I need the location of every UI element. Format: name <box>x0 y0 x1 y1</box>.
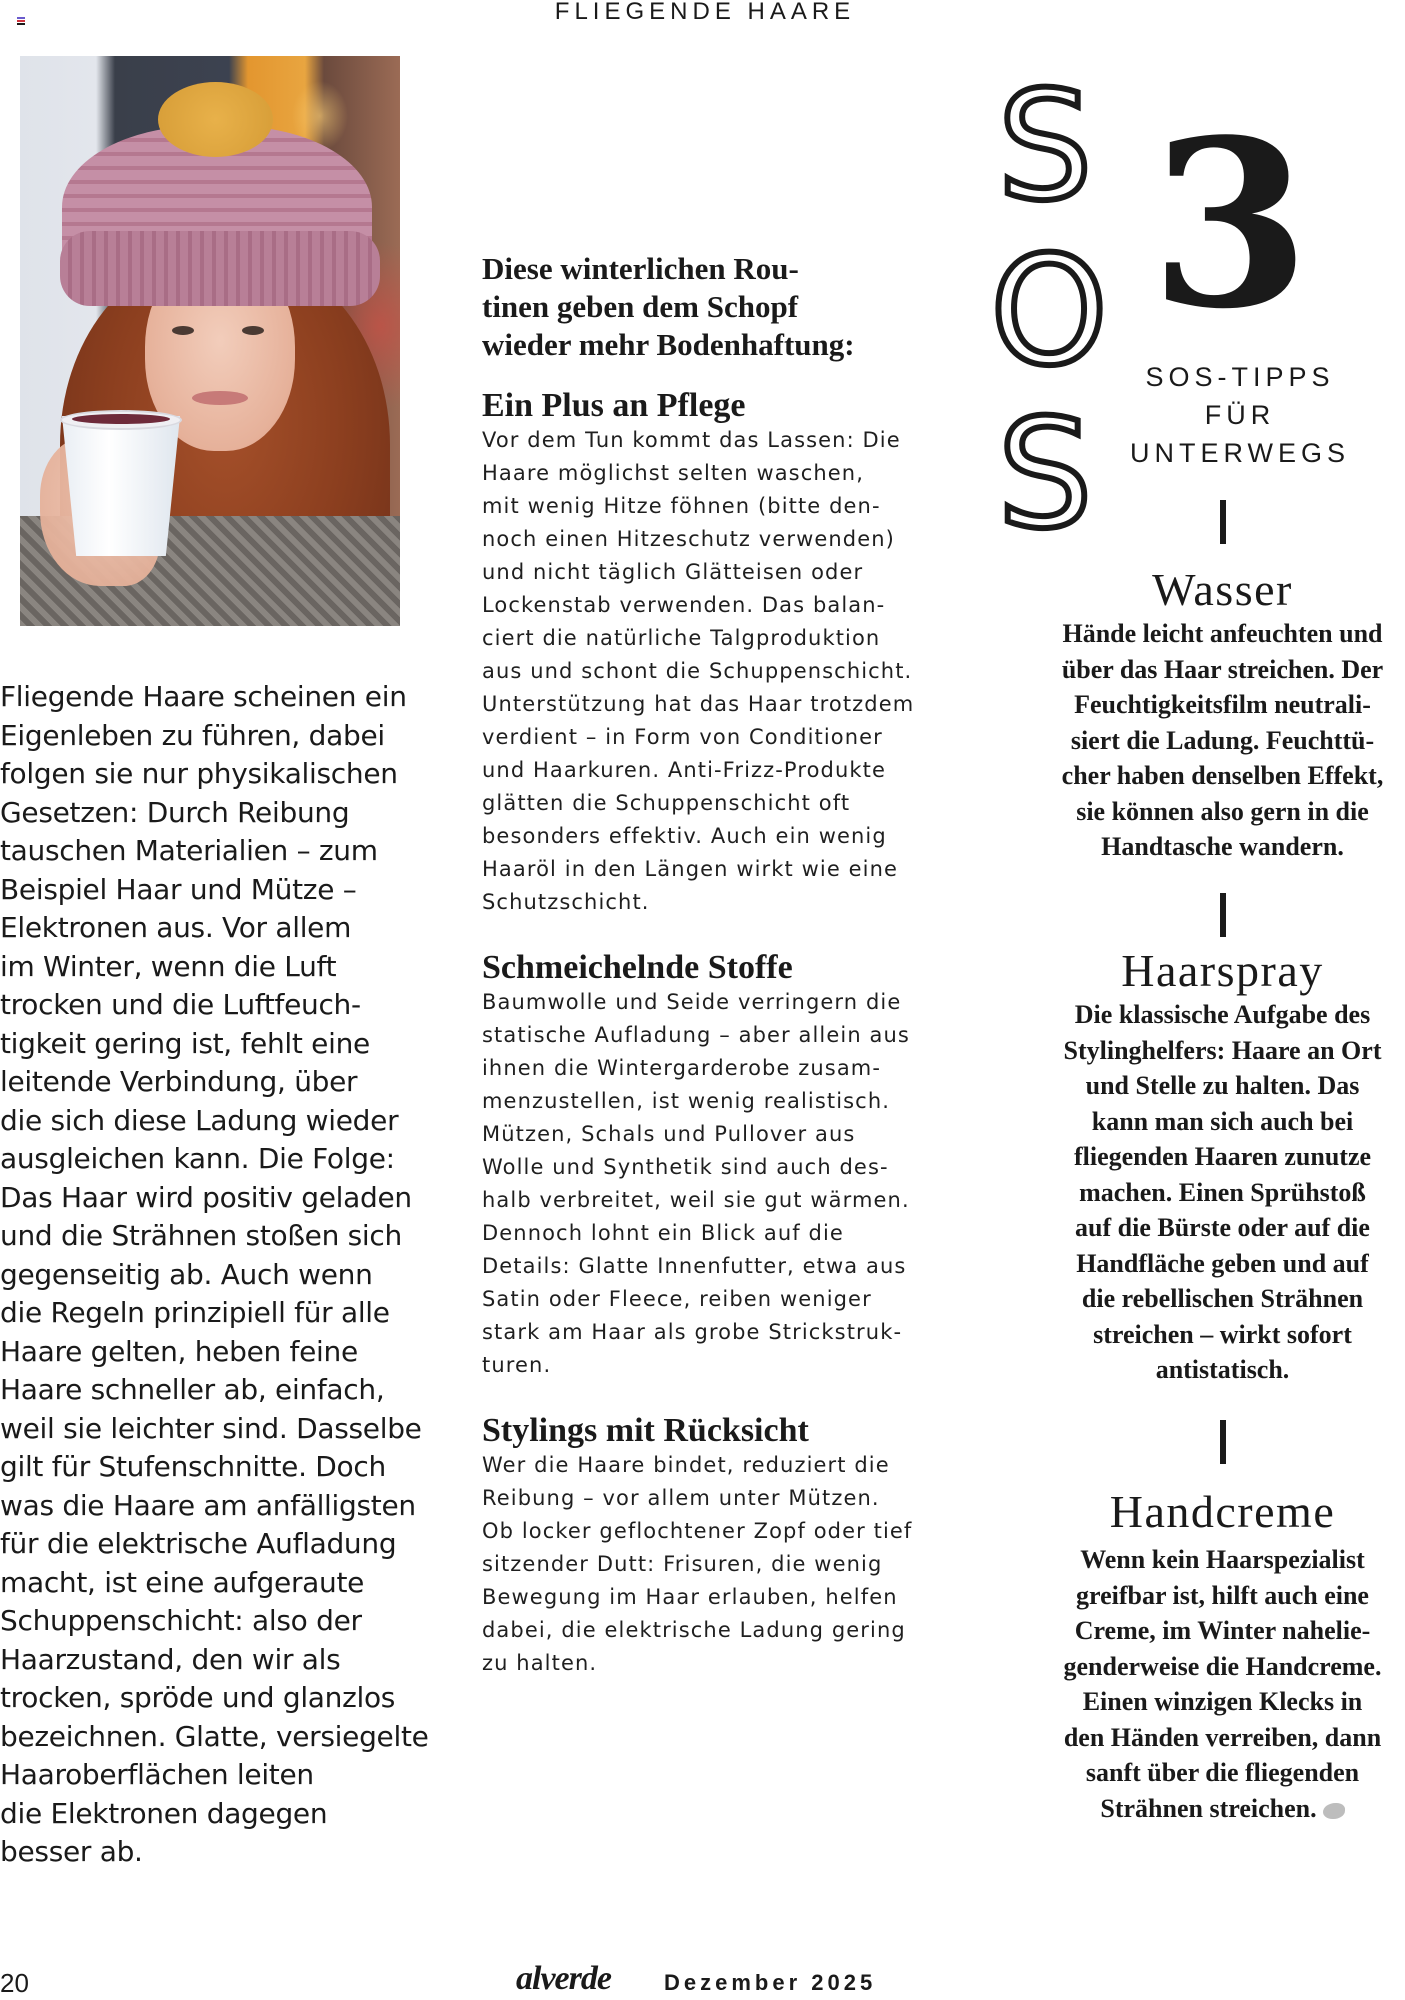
photo-cup-drink <box>72 414 170 424</box>
lead-line: bezeichnen. Glatte, versiegelte <box>0 1719 429 1753</box>
article-photo <box>20 56 400 626</box>
lead-line: Eigenleben zu führen, dabei <box>0 718 385 752</box>
tip-title: Handcreme <box>1109 1486 1336 1537</box>
body-line: Mützen, Schals und Pullover aus <box>482 1122 856 1146</box>
body-line: zu halten. <box>482 1651 598 1675</box>
running-head: FLIEGENDE HAARE <box>554 0 856 25</box>
photo-eye <box>172 326 194 335</box>
tips-subtitle <box>1120 358 1360 472</box>
sos-letter-s: S <box>997 388 1093 562</box>
body-line: sitzender Dutt: Frisuren, die wenig <box>482 1552 883 1576</box>
body-line: Wolle und Synthetik sind auch des- <box>482 1155 889 1179</box>
photo-pompom <box>158 82 273 157</box>
brand-logo: alverde <box>516 1960 611 1997</box>
tip-line: siert die Ladung. Feuchttü- <box>1070 725 1375 755</box>
lead-line: folgen sie nur physikalischen <box>0 757 398 790</box>
section-heading: Schmeichelnde Stoffe <box>482 949 793 986</box>
body-line: ciert die natürliche Talgproduktion <box>482 626 881 650</box>
subtitle-line: SOS-TIPPS <box>1145 362 1335 392</box>
photo-lips <box>192 391 248 405</box>
tip-title: Haarspray <box>1121 945 1324 996</box>
body-line: halb verbreitet, weil sie gut wärmen. <box>482 1188 910 1212</box>
lead-line: Beispiel Haar und Mütze – <box>0 872 357 906</box>
page-number: 20 <box>0 1968 29 1998</box>
marker-bar <box>17 20 25 22</box>
section-body <box>482 424 942 919</box>
marker-bar <box>17 23 25 25</box>
body-line: mit wenig Hitze föhnen (bitte den- <box>482 494 881 518</box>
body-line: ihnen die Wintergarderobe zusam- <box>482 1056 882 1080</box>
body-line: Lockenstab verwenden. Das balan- <box>482 593 886 617</box>
lead-line: leitende Verbindung, über <box>0 1065 358 1098</box>
body-line: Wer die Haare bindet, reduziert die <box>482 1453 890 1477</box>
sos-letter-o: O <box>990 225 1109 399</box>
tip-line: streichen – wirkt sofort <box>1093 1319 1352 1349</box>
section-heading: Ein Plus an Pflege <box>482 387 746 424</box>
lead-line: gegenseitig ab. Auch wenn <box>0 1257 373 1291</box>
tip-line: Wenn kein Haarspezialist <box>1080 1545 1365 1574</box>
lead-line: und die Strähnen stoßen sich <box>0 1219 402 1252</box>
body-line: Unterstützung hat das Haar trotzdem <box>482 692 915 716</box>
lead-line: Gesetzen: Durch Reibung <box>0 795 350 829</box>
section-pflege <box>482 386 942 919</box>
lead-line: die Elektronen dagegen <box>0 1796 328 1830</box>
lead-line: Fliegende Haare scheinen ein <box>0 680 407 713</box>
lead-line: tigkeit gering ist, fehlt eine <box>0 1026 370 1060</box>
body-line: Baumwolle und Seide verringern die <box>482 990 902 1014</box>
tip-line: kann man sich auch bei <box>1091 1106 1354 1136</box>
lead-line: Schuppenschicht: also der <box>0 1604 362 1637</box>
lead-line: die sich diese Ladung wieder <box>0 1103 399 1137</box>
lead-line: Das Haar wird positiv geladen <box>0 1180 412 1214</box>
lead-line: was die Haare am anfälligsten <box>0 1488 416 1522</box>
tip-line: den Händen verreiben, dann <box>1063 1722 1382 1752</box>
body-line: turen. <box>482 1353 552 1377</box>
intro-line: wieder mehr Bodenhaftung: <box>482 327 855 362</box>
tip-line: auf die Bürste oder auf die <box>1075 1213 1370 1242</box>
section-stoffe <box>482 948 942 1382</box>
tip-line: Strähnen streichen. <box>1040 1791 1405 1827</box>
section-stylings <box>482 1411 942 1680</box>
divider-bar <box>1220 893 1226 937</box>
body-line: und Haarkuren. Anti-Frizz-Produkte <box>482 758 886 782</box>
body-line: statische Aufladung – aber allein aus <box>482 1023 910 1047</box>
lead-line: die Regeln prinzipiell für alle <box>0 1296 390 1329</box>
lead-line: für die elektrische Aufladung <box>0 1527 397 1560</box>
tip-line: greifbar ist, hilft auch eine <box>1076 1580 1369 1610</box>
divider-bar <box>1220 1420 1226 1464</box>
lead-line: trocken, spröde und glanzlos <box>0 1681 396 1714</box>
tip-line: Handtasche wandern. <box>1101 832 1344 861</box>
body-line: Details: Glatte Innenfutter, etwa aus <box>482 1254 907 1278</box>
end-mark-icon <box>1323 1803 1345 1819</box>
tip-handcreme <box>1040 1420 1405 1826</box>
body-line: menzustellen, ist wenig realistisch. <box>482 1089 891 1113</box>
tip-line: antistatisch. <box>1155 1355 1290 1384</box>
photo-hat-brim <box>60 231 380 306</box>
tip-line: sie können also gern in die <box>1076 796 1369 826</box>
lead-line: Haaroberflächen leiten <box>0 1758 314 1791</box>
photo-cup <box>62 416 180 556</box>
body-line: Haaröl in den Längen wirkt wie eine <box>482 857 899 881</box>
body-line: Bewegung im Haar erlauben, helfen <box>482 1585 898 1609</box>
tip-line: fliegenden Haaren zunutze <box>1073 1142 1372 1171</box>
body-line: stark am Haar als grobe Strickstruk- <box>482 1320 903 1344</box>
tip-line: Hände leicht anfeuchten und <box>1062 619 1383 648</box>
lead-line: trocken und die Luftfeuch- <box>0 988 361 1021</box>
tip-body <box>1040 1542 1405 1826</box>
body-line: glätten die Schuppenschicht oft <box>482 791 851 815</box>
lead-line: Haarzustand, den wir als <box>0 1642 341 1676</box>
body-line: Satin oder Fleece, reiben weniger <box>482 1287 872 1311</box>
tip-wasser <box>1040 500 1405 865</box>
subtitle-line: UNTERWEGS <box>1129 438 1350 468</box>
lead-line: gilt für Stufenschnitte. Doch <box>0 1450 386 1483</box>
tip-line: Creme, im Winter nahelie- <box>1074 1616 1371 1645</box>
body-line: Reibung – vor allem unter Mützen. <box>482 1486 880 1510</box>
tip-line: die rebellischen Strähnen <box>1081 1284 1364 1313</box>
tip-line: über das Haar streichen. Der <box>1061 654 1384 684</box>
tip-body <box>1040 997 1405 1388</box>
body-line: dabei, die elektrische Ladung gering <box>482 1618 906 1642</box>
lead-line: macht, ist eine aufgeraute <box>0 1565 365 1599</box>
tip-line: Handfläche geben und auf <box>1076 1248 1369 1278</box>
middle-column <box>482 250 942 1680</box>
print-color-marker <box>17 17 25 25</box>
marker-bar <box>17 17 25 19</box>
tip-line: Feuchtigkeitsfilm neutrali- <box>1074 690 1371 719</box>
tip-line: genderweise die Handcreme. <box>1063 1651 1382 1681</box>
body-line: Vor dem Tun kommt das Lassen: Die <box>482 428 901 452</box>
body-line: Haare möglichst selten waschen, <box>482 461 864 485</box>
tip-line: machen. Einen Sprühstoß <box>1079 1177 1366 1207</box>
subtitle-line: FÜR <box>1204 400 1276 430</box>
tip-line: Stylinghelfers: Haare an Ort <box>1063 1035 1382 1065</box>
section-body <box>482 1449 942 1680</box>
lead-line: weil sie leichter sind. Dasselbe <box>0 1411 422 1445</box>
body-line: Schutzschicht. <box>482 890 650 914</box>
tip-line: sanft über die fliegenden <box>1085 1758 1360 1787</box>
body-line: und nicht täglich Glätteisen oder <box>482 560 864 584</box>
intro-heading <box>482 250 942 364</box>
tip-haarspray <box>1040 893 1405 1388</box>
lead-line: Haare schneller ab, einfach, <box>0 1373 385 1406</box>
tip-body <box>1040 616 1405 865</box>
body-line: verdient – in Form von Conditioner <box>482 725 883 749</box>
issue-date: Dezember 2025 <box>664 1970 877 1995</box>
intro-line: tinen geben dem Schopf <box>482 289 799 324</box>
body-line: Ob locker geflochtener Zopf oder tief <box>482 1519 913 1543</box>
tip-line: Die klassische Aufgabe des <box>1074 1000 1371 1029</box>
tips-count: 3 <box>1150 90 1311 360</box>
tip-line: und Stelle zu halten. Das <box>1085 1071 1360 1100</box>
divider-bar <box>1220 500 1226 544</box>
lead-line: Haare gelten, heben feine <box>0 1334 358 1368</box>
tip-title: Wasser <box>1152 564 1293 615</box>
body-line: noch einen Hitzeschutz verwenden) <box>482 527 895 551</box>
section-heading: Stylings mit Rücksicht <box>482 1412 809 1449</box>
lead-line: ausgleichen kann. Die Folge: <box>0 1142 395 1175</box>
lead-line: tauschen Materialien – zum <box>0 834 378 867</box>
lead-line: besser ab. <box>0 1835 143 1868</box>
sos-letter-s: S <box>997 60 1093 234</box>
body-line: besonders effektiv. Auch ein wenig <box>482 824 887 848</box>
body-line: aus und schont die Schuppenschicht. <box>482 659 913 683</box>
section-body <box>482 986 942 1382</box>
body-line: Dennoch lohnt ein Blick auf die <box>482 1221 844 1245</box>
lead-line: im Winter, wenn die Luft <box>0 949 337 983</box>
photo-eye <box>242 326 264 335</box>
tip-line: cher haben denselben Effekt, <box>1061 761 1384 790</box>
intro-line: Diese winterlichen Rou- <box>482 251 799 286</box>
lead-line: Elektronen aus. Vor allem <box>0 911 352 944</box>
tip-line: Einen winzigen Klecks in <box>1082 1687 1363 1716</box>
lead-paragraph <box>0 678 450 1872</box>
